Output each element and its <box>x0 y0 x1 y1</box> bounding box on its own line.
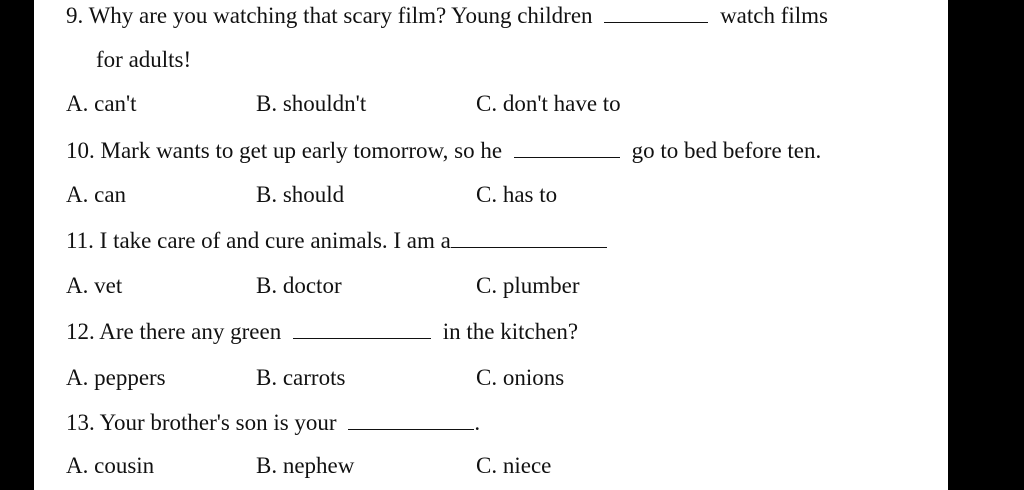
answer-blank <box>348 409 474 430</box>
question-9 <box>66 2 828 30</box>
question-text-after: watch films <box>720 3 829 28</box>
answer-blank <box>514 137 620 158</box>
option-b: B. shouldn't <box>256 91 367 116</box>
question-number: 11. <box>66 228 94 253</box>
question-12 <box>66 318 578 346</box>
answer-blank <box>604 2 708 23</box>
question-9-continuation: for adults! <box>96 47 192 72</box>
option-b: B. should <box>256 182 345 207</box>
worksheet-page <box>34 0 948 490</box>
option-c: C. don't have to <box>476 91 621 116</box>
question-11 <box>66 227 613 255</box>
answer-blank <box>293 318 431 339</box>
option-a: A. cousin <box>66 453 155 478</box>
option-b: B. carrots <box>256 365 346 390</box>
question-text: Why are you watching that scary film? Young children <box>88 3 593 28</box>
question-number: 9. <box>66 3 84 28</box>
option-c: C. niece <box>476 453 552 478</box>
question-text-after: . <box>474 410 481 435</box>
question-text-after: go to bed before ten. <box>631 138 822 163</box>
option-b: B. nephew <box>256 453 355 478</box>
question-text: Mark wants to get up early tomorrow, so he <box>100 138 503 163</box>
option-a: A. can <box>66 182 127 207</box>
question-text: Your brother's son is your <box>99 410 337 435</box>
question-number: 12. <box>66 319 95 344</box>
option-c: C. has to <box>476 182 558 207</box>
option-a: A. can't <box>66 91 137 116</box>
question-number: 10. <box>66 138 95 163</box>
option-c: C. onions <box>476 365 565 390</box>
question-text: I take care of and cure animals. I am a <box>99 228 451 253</box>
question-text: Are there any green <box>99 319 282 344</box>
option-a: A. peppers <box>66 365 166 390</box>
question-text-after: in the kitchen? <box>442 319 579 344</box>
answer-blank <box>451 227 607 248</box>
question-10 <box>66 137 821 165</box>
question-number: 13. <box>66 410 95 435</box>
option-c: C. plumber <box>476 273 580 298</box>
option-a: A. vet <box>66 273 123 298</box>
question-13 <box>66 409 480 437</box>
option-b: B. doctor <box>256 273 342 298</box>
